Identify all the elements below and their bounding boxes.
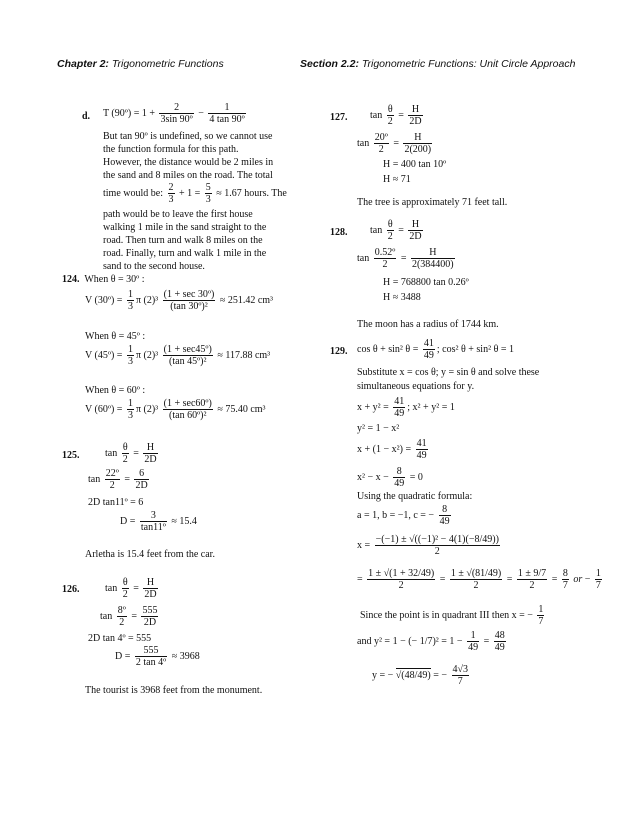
p126-line2: tan $\frac{\text{8º}}{2}$ = $\frac{555}{2D}$: [100, 605, 158, 628]
part-d-text-2: path would be to leave the first house walking 1 mile in the sand straight to the road. Then turn and walk 8 miles on the road. Finally, turn and walk 1 mile in the sand to the second house.: [103, 209, 267, 272]
p128-conclusion: The moon has a radius of 1744 km.: [357, 319, 499, 330]
p126-line4: D = $\frac{555}{\text{2 tan 4º}}$ ≈ 3968: [115, 645, 200, 668]
p129-line5: y² = 1 − x²: [357, 423, 400, 434]
p129-line8: Using the quadratic formula:: [357, 491, 473, 502]
p125-line1: tan $\frac{\theta}{2}$ = $\frac{H}{2D}$: [105, 442, 157, 465]
p126-line3: 2D tan 4º = 555: [88, 633, 152, 644]
p127-line2: tan $\frac{\text{20º}}{2}$ = $\frac{H}{2(200)}$: [357, 132, 432, 155]
p124-when-45: When θ = 45º :: [85, 331, 146, 342]
p129-line11: = $\frac{1 \pm √(1 + 32/49)}{2}$ = $\frac{1 \pm √(81/49)}{2}$ = $\frac{1 \pm 9/7}{2}$ = $\frac{8}{7}$ or − $\frac{1}{7}$: [357, 568, 601, 591]
p125-line4: D = $\frac{3}{\text{tan11º}}$ ≈ 15.4: [120, 510, 197, 533]
section-header: Section 2.2: Trigonometric Functions: Unit Circle Approach: [300, 58, 576, 70]
problem-127: 127.: [330, 112, 348, 123]
problem-124: 124. When θ = 30º :: [62, 274, 145, 285]
p127-line1: tan $\frac{\theta}{2}$ = $\frac{H}{2D}$: [370, 104, 422, 127]
p124-v30: V (30º) = $\frac{1}{3}$ π (2)³ (1 + sec 30º) (tan 30º)² ≈ 251.42 cm³: [85, 289, 274, 312]
p128-line2: tan $\frac{\text{0.52º}}{2}$ = $\frac{H}{2(384400)}$: [357, 247, 454, 270]
p129-line9: a = 1, b = −1, c = − $\frac{8}{49}$: [357, 504, 450, 527]
p129-line6: x + (1 − x²) = $\frac{41}{49}$: [357, 438, 427, 461]
p125-line3: 2D tan11º = 6: [88, 497, 144, 508]
part-d-time: time would be: $\frac{2}{3}$ + 1 = $\frac{5}{3}$ ≈ 1.67 hours. The: [103, 182, 287, 205]
p125-line2: tan $\frac{\text{22º}}{2}$ = $\frac{6}{2D}$: [88, 468, 148, 491]
problem-126: 126.: [62, 584, 80, 595]
p129-line4: x + y² = $\frac{41}{49}$ ; x² + y² = 1: [357, 396, 455, 419]
p124-v60: V (60º) = $\frac{1}{3}$ π (2)³ (1 + sec60º) (tan 60º)² ≈ 75.40 cm³: [85, 398, 266, 421]
p129-line1: cos θ + sin² θ = $\frac{41}{49}$ ; cos² θ + sin² θ = 1: [357, 338, 514, 361]
p126-conclusion: The tourist is 3968 feet from the monument.: [85, 685, 263, 696]
p126-line1: tan $\frac{\theta}{2}$ = $\frac{H}{2D}$: [105, 577, 157, 600]
p128-line1: tan $\frac{\theta}{2}$ = $\frac{H}{2D}$: [370, 219, 422, 242]
p125-conclusion: Arletha is 15.4 feet from the car.: [85, 549, 215, 560]
p129-line2: Substitute x = cos θ; y = sin θ and solve these: [357, 367, 540, 378]
chapter-header: Chapter 2: Trigonometric Functions: [57, 58, 224, 70]
p129-line14: y = − √(48/49) = − $\frac{4√3}{7}$: [372, 664, 468, 687]
p128-line3: H = 768800 tan 0.26º: [383, 277, 469, 288]
p129-line10: x = $\frac{\text{−(−1) ± √((−1)² − 4(1)(−8/49))}}{2}$: [357, 534, 499, 557]
p124-v45: V (45º) = $\frac{1}{3}$ π (2)³ (1 + sec45º) (tan 45º)² ≈ 117.88 cm³: [85, 344, 271, 367]
p124-when-60: When θ = 60º :: [85, 385, 146, 396]
part-d-text: But tan 90º is undefined, so we cannot use the function formula for this path. However, the distance would be 2 miles in the sand and 8 miles on the road. The total: [103, 131, 274, 181]
p127-line3: H = 400 tan 10º: [383, 159, 447, 170]
p128-line4: H ≈ 3488: [383, 292, 421, 303]
p129-line3: simultaneous equations for y.: [357, 381, 475, 392]
problem-125: 125.: [62, 450, 80, 461]
part-d-equation: T (90º) = 1 + $\frac{2}{\text{3sin 90º}}$ − $\frac{1}{\text{4 tan 90º}}$: [103, 102, 245, 125]
p127-line4: H ≈ 71: [383, 174, 411, 185]
p129-line7: x² − x − $\frac{8}{49}$ = 0: [357, 466, 423, 489]
p129-line13: and y² = 1 − (− 1/7)² = 1 − $\frac{1}{49}$ = $\frac{48}{49}$: [357, 630, 505, 653]
p127-conclusion: The tree is approximately 71 feet tall.: [357, 197, 508, 208]
part-d-label: d.: [82, 111, 91, 122]
problem-129: 129.: [330, 346, 348, 357]
p129-line12: Since the point is in quadrant III then x = − $\frac{1}{7}$: [360, 604, 544, 627]
problem-128: 128.: [330, 227, 348, 238]
